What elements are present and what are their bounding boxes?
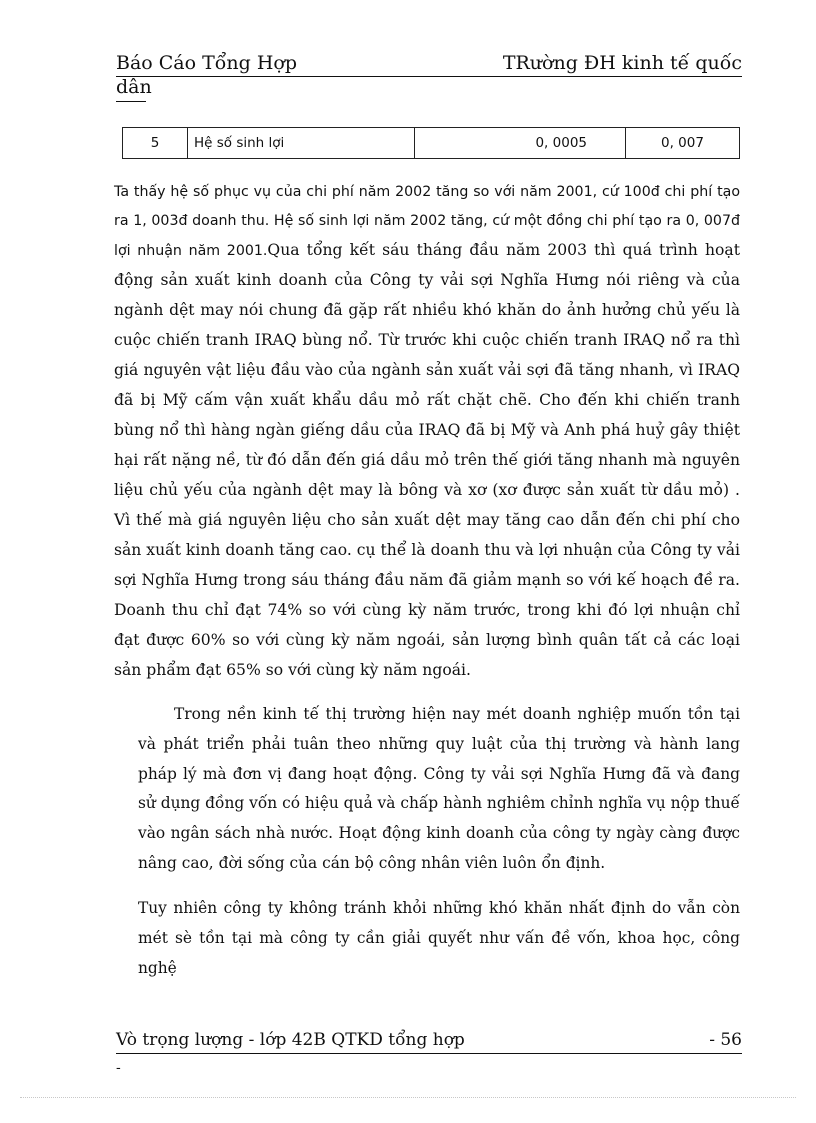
footer-author: Vò trọng lượng - lớp 42B QTKD tổng hợp [116, 1030, 465, 1050]
page-boundary-dots [20, 1097, 796, 1098]
paragraph-1 [114, 178, 740, 686]
body-text [114, 178, 740, 999]
paragraph-3: Tuy nhiên công ty không tránh khỏi những khó khăn nhất định do vẫn còn mét sè tồn tại mà công ty cần giải quyết như vấn đề vốn, khoa học, công nghệ [138, 899, 740, 977]
paragraph-1-serif: Qua tổng kết sáu tháng đầu năm 2003 thì quá trình hoạt động sản xuất kinh doanh của Công ty vải sợi Nghĩa Hưng nói riêng và của ngành dệt may nói chung đã gặp rất nhiều khó khăn do ảnh hưởng chủ yếu là cuộc chiến tranh IRAQ bùng nổ. Từ trước khi cuộc chiến tranh IRAQ nổ ra thì giá nguyên vật liệu đầu vào của ngành sản xuất vải sợi đã tăng nhanh, vì IRAQ đã bị Mỹ cấm vận xuất khẩu dầu mỏ rất chặt chẽ. Cho đến khi chiến tranh bùng nổ thì hàng ngàn giếng dầu của IRAQ đã bị Mỹ và Anh phá huỷ gây thiệt hại rất nặng nề, từ đó dẫn đến giá dầu mỏ trên thế giới tăng nhanh mà nguyên liệu chủ yếu của ngành dệt may là bông và xơ (xơ được sản xuất từ dầu mỏ) . Vì thế mà giá nguyên liệu cho sản xuất dệt may tăng cao dẫn đến chi phí cho sản xuất kinh doanh tăng cao. cụ thể là doanh thu và lợi nhuận của Công ty vải sợi Nghĩa Hưng trong sáu tháng đầu năm đã giảm mạnh so với kế hoạch đề ra. Doanh thu chỉ đạt 74% so với cùng kỳ năm trước, trong khi đó lợi nhuận chỉ đạt được 60% so với cùng kỳ năm ngoái, sản lượng bình quân tất cả các loại sản phẩm đạt 65% so với cùng kỳ năm ngoái. [114, 241, 740, 679]
header-continuation: dân [116, 76, 152, 98]
table-cell-2002: 0, 007 [626, 128, 740, 159]
footer-rule [116, 1053, 742, 1054]
header-left-title: Báo Cáo Tổng Hợp [116, 52, 298, 74]
page-number: - 56 [709, 1030, 742, 1050]
header-right-title: TRường ĐH kinh tế quốc [502, 52, 742, 74]
table-row [123, 128, 740, 159]
paragraph-1-sans: Ta thấy hệ số phục vụ của chi phí năm 2002 tăng so với năm 2001, cứ 100đ chi phí tạo ra 1, 003đ doanh thu. Hệ số sinh lợi năm 2002 tăng, cứ một đồng chi phí tạo ra 0, 007đ lợi nhuận năm 2001. [114, 184, 740, 259]
header-rule [116, 76, 742, 77]
page-header [116, 52, 742, 98]
table-cell-no: 5 [123, 128, 188, 159]
table-cell-2001: 0, 0005 [415, 128, 626, 159]
summary-table [122, 127, 740, 159]
footer-dash: - [116, 1060, 121, 1076]
page-footer [116, 1030, 742, 1050]
header-rule-continuation [116, 101, 146, 102]
paragraph-2: Trong nền kinh tế thị trường hiện nay mét doanh nghiệp muốn tồn tại và phát triển phải tuân theo những quy luật của thị trường và hành lang pháp lý mà đơn vị đang hoạt động. Công ty vải sợi Nghĩa Hưng đã và đang sử dụng đồng vốn có hiệu quả và chấp hành nghiêm chỉnh nghĩa vụ nộp thuế vào ngân sách nhà nước. Hoạt động kinh doanh của công ty ngày càng được nâng cao, đời sống của cán bộ công nhân viên luôn ổn định. [138, 705, 740, 872]
table-cell-indicator: Hệ số sinh lợi [188, 128, 415, 159]
